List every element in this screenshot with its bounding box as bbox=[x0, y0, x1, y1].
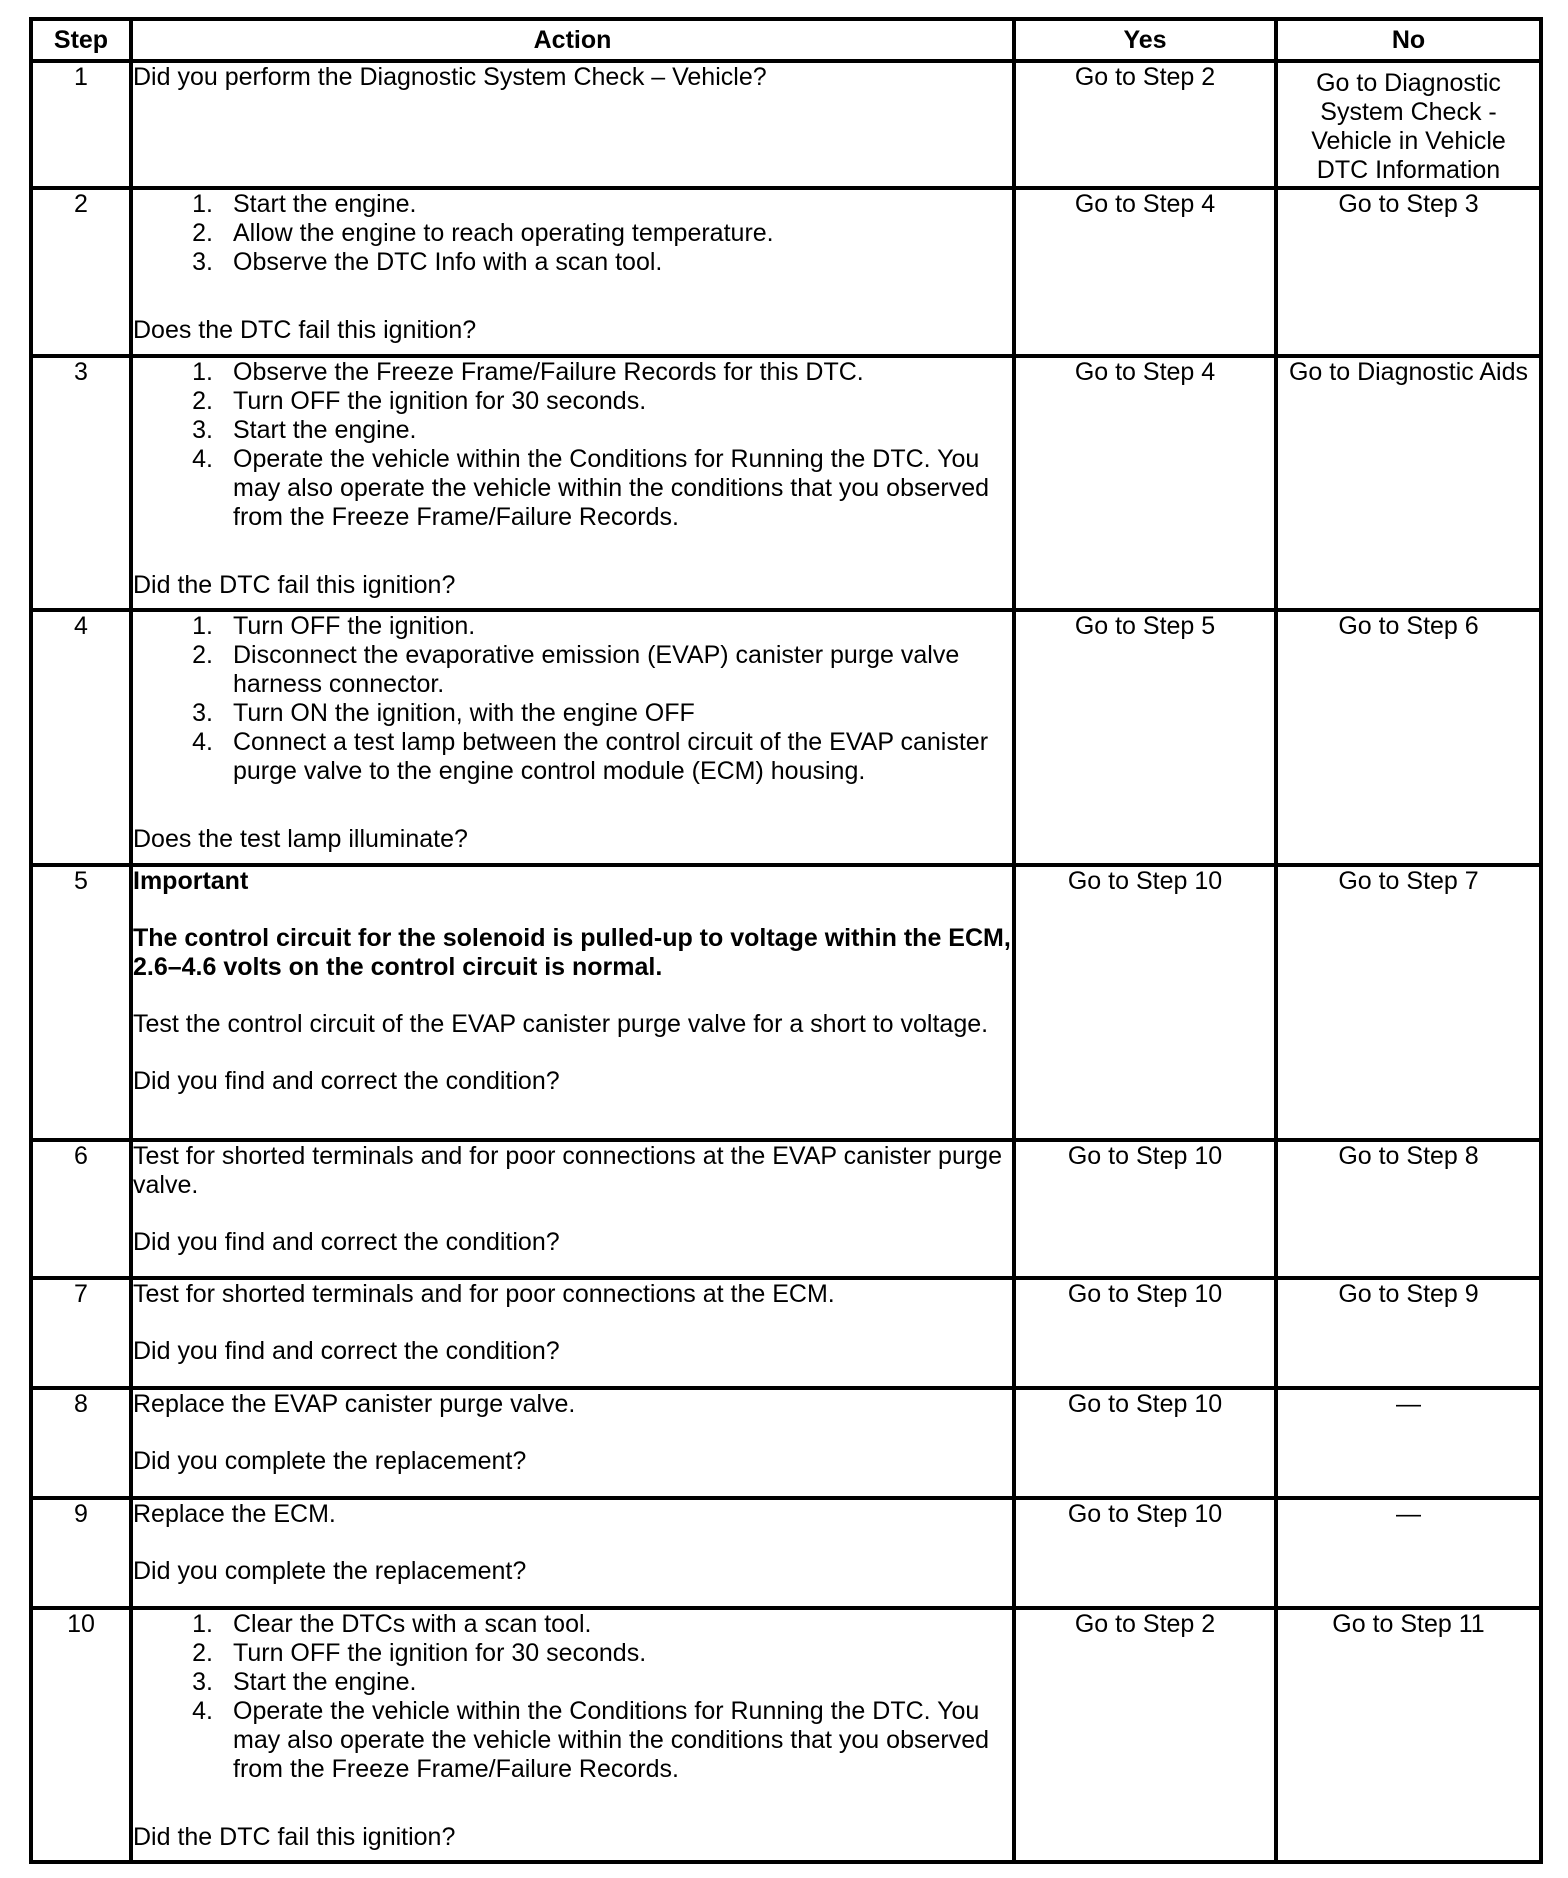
item-text: Operate the vehicle within the Conditions for Running the DTC. You may also operate the vehicle within the conditions that you observed from the Freeze Frame/Failure Records. bbox=[233, 1697, 990, 1783]
step-number: 7 bbox=[31, 1278, 131, 1388]
list-item bbox=[133, 1668, 1012, 1697]
header-action: Action bbox=[131, 19, 1014, 61]
header-step: Step bbox=[31, 19, 131, 61]
item-text: Turn OFF the ignition for 30 seconds. bbox=[233, 387, 647, 415]
step-number: 9 bbox=[31, 1498, 131, 1608]
no-line: Vehicle in Vehicle bbox=[1311, 127, 1506, 155]
list-item bbox=[133, 445, 1012, 532]
list-item bbox=[133, 190, 1012, 219]
step-number: 5 bbox=[31, 865, 131, 1140]
step-number: 2 bbox=[31, 188, 131, 356]
step-number: 10 bbox=[31, 1608, 131, 1862]
action-cell bbox=[131, 1140, 1014, 1278]
table-row bbox=[31, 865, 1541, 1140]
action-cell bbox=[131, 356, 1014, 610]
action-list bbox=[133, 358, 1012, 532]
no-cell: — bbox=[1276, 1498, 1541, 1608]
table-row bbox=[31, 1278, 1541, 1388]
list-item bbox=[133, 612, 1012, 641]
item-text: Observe the DTC Info with a scan tool. bbox=[233, 248, 663, 276]
item-number: 4. bbox=[192, 445, 213, 473]
item-number: 2. bbox=[192, 219, 213, 247]
action-cell bbox=[131, 1498, 1014, 1608]
yes-cell: Go to Step 4 bbox=[1014, 188, 1276, 356]
question-text: Did you find and correct the condition? bbox=[133, 1228, 560, 1256]
important-note: The control circuit for the solenoid is pulled-up to voltage within the ECM, 2.6–4.6 volts on the control circuit is normal. bbox=[133, 924, 1011, 981]
list-item bbox=[133, 1639, 1012, 1668]
instruction-text: Replace the EVAP canister purge valve. bbox=[133, 1390, 576, 1418]
table-row bbox=[31, 356, 1541, 610]
item-number: 3. bbox=[192, 416, 213, 444]
item-text: Connect a test lamp between the control circuit of the EVAP canister purge valve to the engine control module (ECM) housing. bbox=[233, 728, 989, 785]
item-number: 1. bbox=[192, 612, 213, 640]
list-item bbox=[133, 387, 1012, 416]
yes-cell: Go to Step 4 bbox=[1014, 356, 1276, 610]
step-number: 6 bbox=[31, 1140, 131, 1278]
item-text: Start the engine. bbox=[233, 190, 417, 218]
list-item bbox=[133, 358, 1012, 387]
question-text: Did the DTC fail this ignition? bbox=[133, 571, 456, 599]
header-no: No bbox=[1276, 19, 1541, 61]
item-number: 4. bbox=[192, 728, 213, 756]
no-line: Go to Diagnostic bbox=[1316, 69, 1501, 97]
instruction-text: Test the control circuit of the EVAP canister purge valve for a short to voltage. bbox=[133, 1010, 989, 1038]
yes-cell: Go to Step 10 bbox=[1014, 1498, 1276, 1608]
step-number: 3 bbox=[31, 356, 131, 610]
action-cell bbox=[131, 1608, 1014, 1862]
question-text: Did you find and correct the condition? bbox=[133, 1337, 560, 1365]
table-row bbox=[31, 610, 1541, 865]
question-text: Did you find and correct the condition? bbox=[133, 1067, 560, 1095]
step-number: 1 bbox=[31, 61, 131, 188]
list-item bbox=[133, 699, 1012, 728]
yes-cell: Go to Step 2 bbox=[1014, 61, 1276, 188]
table-row bbox=[31, 1140, 1541, 1278]
item-text: Allow the engine to reach operating temperature. bbox=[233, 219, 774, 247]
item-number: 1. bbox=[192, 190, 213, 218]
item-text: Turn OFF the ignition for 30 seconds. bbox=[233, 1639, 647, 1667]
list-item bbox=[133, 1610, 1012, 1639]
yes-cell: Go to Step 10 bbox=[1014, 865, 1276, 1140]
step-number: 4 bbox=[31, 610, 131, 865]
list-item bbox=[133, 248, 1012, 277]
item-number: 3. bbox=[192, 699, 213, 727]
no-cell: Go to Step 9 bbox=[1276, 1278, 1541, 1388]
action-cell bbox=[131, 610, 1014, 865]
instruction-text: Test for shorted terminals and for poor connections at the ECM. bbox=[133, 1280, 835, 1308]
header-yes: Yes bbox=[1014, 19, 1276, 61]
no-cell: — bbox=[1276, 1388, 1541, 1498]
instruction-text: Test for shorted terminals and for poor connections at the EVAP canister purge valve. bbox=[133, 1142, 1002, 1199]
no-cell bbox=[1276, 61, 1541, 188]
yes-cell: Go to Step 5 bbox=[1014, 610, 1276, 865]
action-list bbox=[133, 190, 1012, 277]
item-number: 3. bbox=[192, 1668, 213, 1696]
important-label: Important bbox=[133, 867, 249, 895]
question-text: Did the DTC fail this ignition? bbox=[133, 1823, 456, 1851]
question-text: Does the test lamp illuminate? bbox=[133, 825, 468, 853]
action-cell bbox=[131, 1278, 1014, 1388]
list-item bbox=[133, 1697, 1012, 1784]
list-item bbox=[133, 728, 1012, 786]
item-number: 1. bbox=[192, 1610, 213, 1638]
diagnostic-table bbox=[29, 17, 1543, 1864]
table-row bbox=[31, 61, 1541, 188]
yes-cell: Go to Step 10 bbox=[1014, 1140, 1276, 1278]
item-number: 2. bbox=[192, 387, 213, 415]
question-text: Did you perform the Diagnostic System Check – Vehicle? bbox=[133, 63, 767, 91]
no-cell: Go to Step 11 bbox=[1276, 1608, 1541, 1862]
no-cell: Go to Step 6 bbox=[1276, 610, 1541, 865]
action-cell bbox=[131, 1388, 1014, 1498]
no-cell: Go to Step 8 bbox=[1276, 1140, 1541, 1278]
step-number: 8 bbox=[31, 1388, 131, 1498]
table-row bbox=[31, 1498, 1541, 1608]
instruction-text: Replace the ECM. bbox=[133, 1500, 336, 1528]
item-number: 3. bbox=[192, 248, 213, 276]
item-text: Turn ON the ignition, with the engine OFF bbox=[233, 699, 695, 727]
no-cell: Go to Diagnostic Aids bbox=[1276, 356, 1541, 610]
item-number: 1. bbox=[192, 358, 213, 386]
list-item bbox=[133, 416, 1012, 445]
yes-cell: Go to Step 10 bbox=[1014, 1388, 1276, 1498]
no-line: DTC Information bbox=[1316, 156, 1501, 184]
item-text: Observe the Freeze Frame/Failure Records for this DTC. bbox=[233, 358, 864, 386]
action-cell bbox=[131, 61, 1014, 188]
action-cell bbox=[131, 865, 1014, 1140]
table-row bbox=[31, 1608, 1541, 1862]
yes-cell: Go to Step 10 bbox=[1014, 1278, 1276, 1388]
action-list bbox=[133, 1610, 1012, 1784]
no-line: System Check - bbox=[1320, 98, 1497, 126]
item-text: Disconnect the evaporative emission (EVAP) canister purge valve harness connector. bbox=[233, 641, 960, 698]
item-text: Start the engine. bbox=[233, 1668, 417, 1696]
header-row bbox=[31, 19, 1541, 61]
question-text: Does the DTC fail this ignition? bbox=[133, 316, 477, 344]
no-cell: Go to Step 3 bbox=[1276, 188, 1541, 356]
item-text: Operate the vehicle within the Conditions for Running the DTC. You may also operate the vehicle within the conditions that you observed from the Freeze Frame/Failure Records. bbox=[233, 445, 990, 531]
table-row bbox=[31, 1388, 1541, 1498]
item-text: Clear the DTCs with a scan tool. bbox=[233, 1610, 592, 1638]
item-number: 2. bbox=[192, 1639, 213, 1667]
item-text: Start the engine. bbox=[233, 416, 417, 444]
item-number: 2. bbox=[192, 641, 213, 669]
action-list bbox=[133, 612, 1012, 786]
question-text: Did you complete the replacement? bbox=[133, 1447, 527, 1475]
no-cell: Go to Step 7 bbox=[1276, 865, 1541, 1140]
table-row bbox=[31, 188, 1541, 356]
list-item bbox=[133, 641, 1012, 699]
item-text: Turn OFF the ignition. bbox=[233, 612, 476, 640]
item-number: 4. bbox=[192, 1697, 213, 1725]
action-cell bbox=[131, 188, 1014, 356]
yes-cell: Go to Step 2 bbox=[1014, 1608, 1276, 1862]
list-item bbox=[133, 219, 1012, 248]
question-text: Did you complete the replacement? bbox=[133, 1557, 527, 1585]
